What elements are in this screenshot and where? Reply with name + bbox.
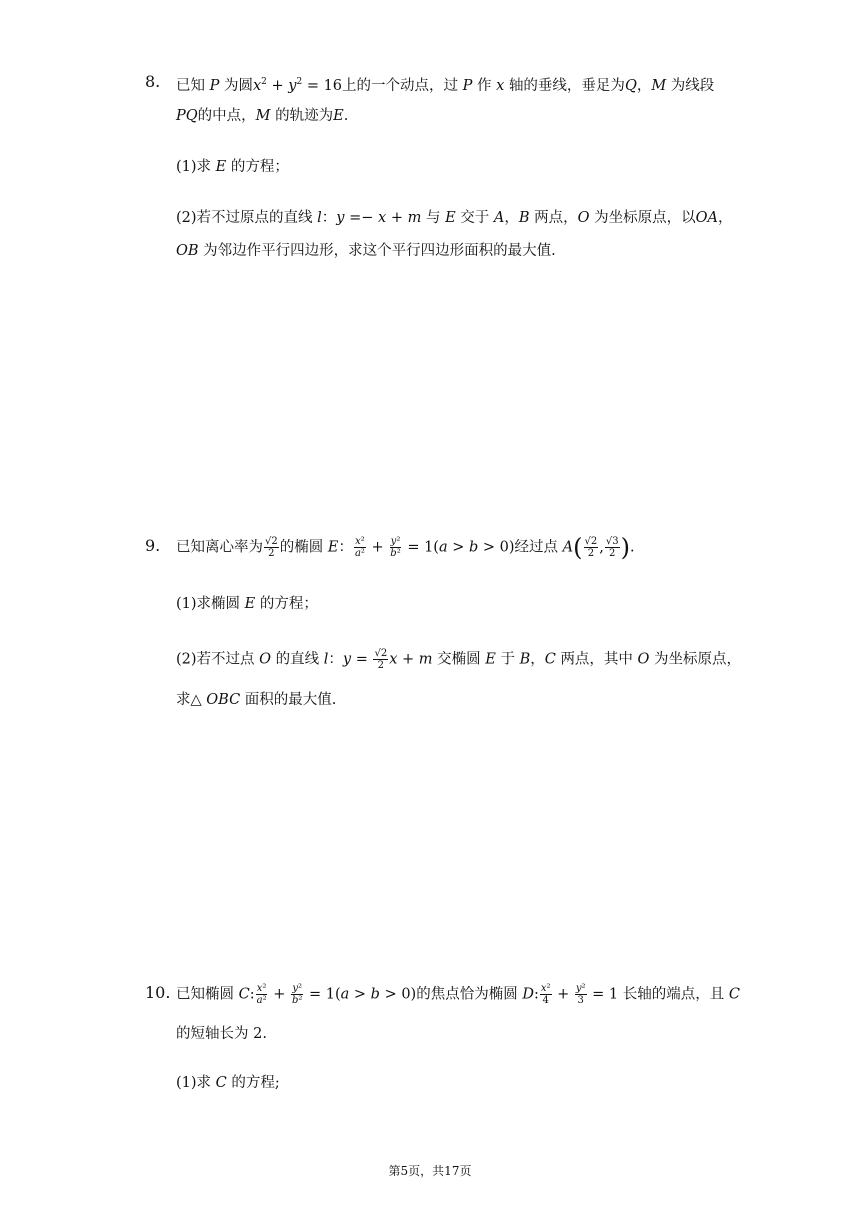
- question-number-9: 9.: [145, 536, 161, 555]
- q10-stem-line1: 已知椭圆 C: $\frac{\text{x²}}{\text{a²}}$ + $\frac{\text{y²}}{\text{b²}}$ = 1(a > b > 0)的焦点恰为椭圆 D: $\frac{\text{x²}}{4}$ + $\frac{\text{y²}}{3}$ = 1 长轴的端点，且 C: [176, 983, 740, 1006]
- q8-stem-line2: PQ的中点，M 的轨迹为E.: [176, 108, 349, 124]
- q9-stem-line1: 已知离心率为 $\frac{√2}{2}$ 的椭圆 E： $\frac{\text{x²}}{\text{a²}}$ + $\frac{\text{y²}}{\text{b²}}$ = 1(a > b > 0)经过点 A( $\frac{√2}{2}$ , $\frac{√3}{2}$ ).: [176, 533, 635, 562]
- q10-part1: (1)求 C 的方程;: [176, 1075, 280, 1091]
- q9-part1: (1)求椭圆 E 的方程；: [176, 596, 318, 612]
- q8-part2-line1: (2)若不过原点的直线 l：y =− x + m 与 E 交于 A，B 两点，O 为坐标原点，以OA，: [176, 210, 733, 226]
- question-number-10: 10.: [145, 983, 171, 1002]
- q10-stem-line2: 的短轴长为 2.: [176, 1026, 267, 1042]
- q9-part2-line2: 求△ OBC 面积的最大值.: [176, 692, 337, 708]
- q8-part2-line2: OB 为邻边作平行四边形，求这个平行四边形面积的最大值.: [176, 243, 556, 259]
- q8-part1: (1)求 E 的方程；: [176, 159, 289, 175]
- q9-part2-line1: (2)若不过点 O 的直线 l：y = $\frac{√2}{2}$ x + m 交椭圆 E 于 B，C 两点，其中 O 为坐标原点，: [176, 648, 742, 671]
- q8-stem-line1: 已知 P 为圆$x^2 + y^2 = 16$上的一个动点，过 P 作 x 轴的垂线，垂足为Q，M 为线段: [176, 77, 715, 94]
- question-number-8: 8.: [145, 72, 161, 91]
- page-footer: 第5页，共17页: [388, 1164, 472, 1178]
